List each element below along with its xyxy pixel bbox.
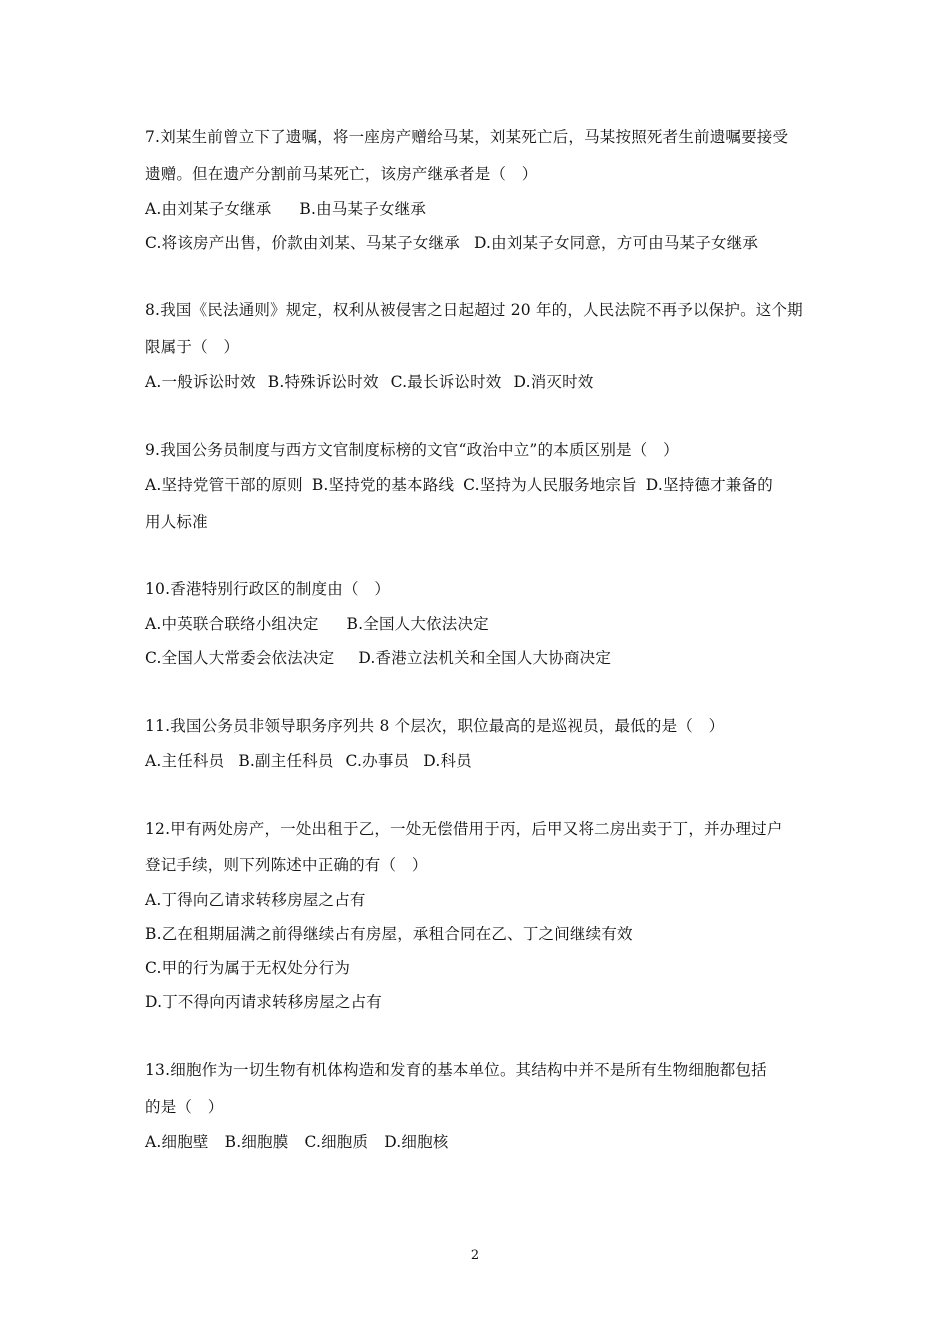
question-12-stem-line-2: 登记手续，则下列陈述中正确的有（ ） [145,856,428,874]
question-12-option-d: D.丁不得向丙请求转移房屋之占有 [145,993,383,1011]
question-8-stem-line-1: 8.我国《民法通则》规定，权利从被侵害之日起超过 20 年的，人民法院不再予以保护。这个期 [145,301,803,319]
question-11-option-a: A.主任科员 [145,752,225,770]
question-9-option-b: B.坚持党的基本路线 [311,476,455,494]
question-10-options-line-1 [145,614,489,634]
question-13-options-line [145,1132,449,1152]
question-8-option-d: D.消灭时效 [513,373,594,391]
question-11-option-d: D.科员 [423,752,472,770]
question-10-options-line-2 [145,648,611,668]
question-10-stem-line-1: 10.香港特别行政区的制度由（ ） [145,580,391,598]
question-12-option-a: A.丁得向乙请求转移房屋之占有 [145,891,366,909]
question-7-stem-line-1: 7.刘某生前曾立下了遗嘱，将一座房产赠给马某，刘某死亡后，马某按照死者生前遗嘱要接受 [145,128,789,146]
question-11-stem-line-1: 11.我国公务员非领导职务序列共 8 个层次，职位最高的是巡视员，最低的是（ ） [145,717,725,735]
question-13-option-b: B.细胞膜 [224,1133,289,1151]
question-10-option-a: A.中英联合联络小组决定 [145,615,319,633]
question-11-options-line [145,751,472,771]
question-7-options-line-1 [145,199,426,219]
question-8-options-line [145,372,594,392]
question-9-option-d: D.坚持德才兼备的 [645,476,773,494]
question-7-option-a: A.由刘某子女继承 [145,200,272,218]
question-8-option-c: C.最长诉讼时效 [390,373,502,391]
question-7-option-b: B.由马某子女继承 [299,200,427,218]
question-11-option-c: C.办事员 [345,752,410,770]
question-13-stem-line-1: 13.细胞作为一切生物有机体构造和发育的基本单位。其结构中并不是所有生物细胞都包括 [145,1061,767,1079]
question-12-option-b: B.乙在租期届满之前得继续占有房屋，承租合同在乙、丁之间继续有效 [145,925,633,943]
question-9-options-line-2: 用人标准 [145,513,208,531]
question-12-stem-line-1: 12.甲有两处房产，一处出租于乙，一处无偿借用于丙，后甲又将二房出卖于丁，并办理过户 [145,820,783,838]
question-12-option-c: C.甲的行为属于无权处分行为 [145,959,351,977]
question-10-option-c: C.全国人大常委会依法决定 [145,649,335,667]
question-8-option-b: B.特殊诉讼时效 [267,373,379,391]
question-8-option-a: A.一般诉讼时效 [145,373,256,391]
question-11-option-b: B.副主任科员 [238,752,334,770]
question-9-stem-line-1: 9.我国公务员制度与西方文官制度标榜的文官“政治中立”的本质区别是（ ） [145,441,679,459]
question-13-option-c: C.细胞质 [304,1133,369,1151]
question-9-options-line-1 [145,475,773,495]
question-13-option-d: D.细胞核 [384,1133,449,1151]
question-10-option-b: B.全国人大依法决定 [346,615,489,633]
question-9-option-c: C.坚持为人民服务地宗旨 [463,476,637,494]
question-7-stem-line-2: 遗赠。但在遗产分割前马某死亡，该房产继承者是（ ） [145,165,538,183]
question-7-option-c: C.将该房产出售，价款由刘某、马某子女继承 [145,234,460,252]
question-10-option-d: D.香港立法机关和全国人大协商决定 [358,649,612,667]
question-13-option-a: A.细胞壁 [145,1133,209,1151]
question-9-option-a: A.坚持党管干部的原则 [145,476,303,494]
question-13-stem-line-2: 的是（ ） [145,1098,224,1116]
question-7-option-d: D.由刘某子女同意，方可由马某子女继承 [473,234,759,252]
question-7-options-line-2 [145,233,758,253]
page-number: 2 [470,1248,480,1263]
question-8-stem-line-2: 限属于（ ） [145,338,240,356]
